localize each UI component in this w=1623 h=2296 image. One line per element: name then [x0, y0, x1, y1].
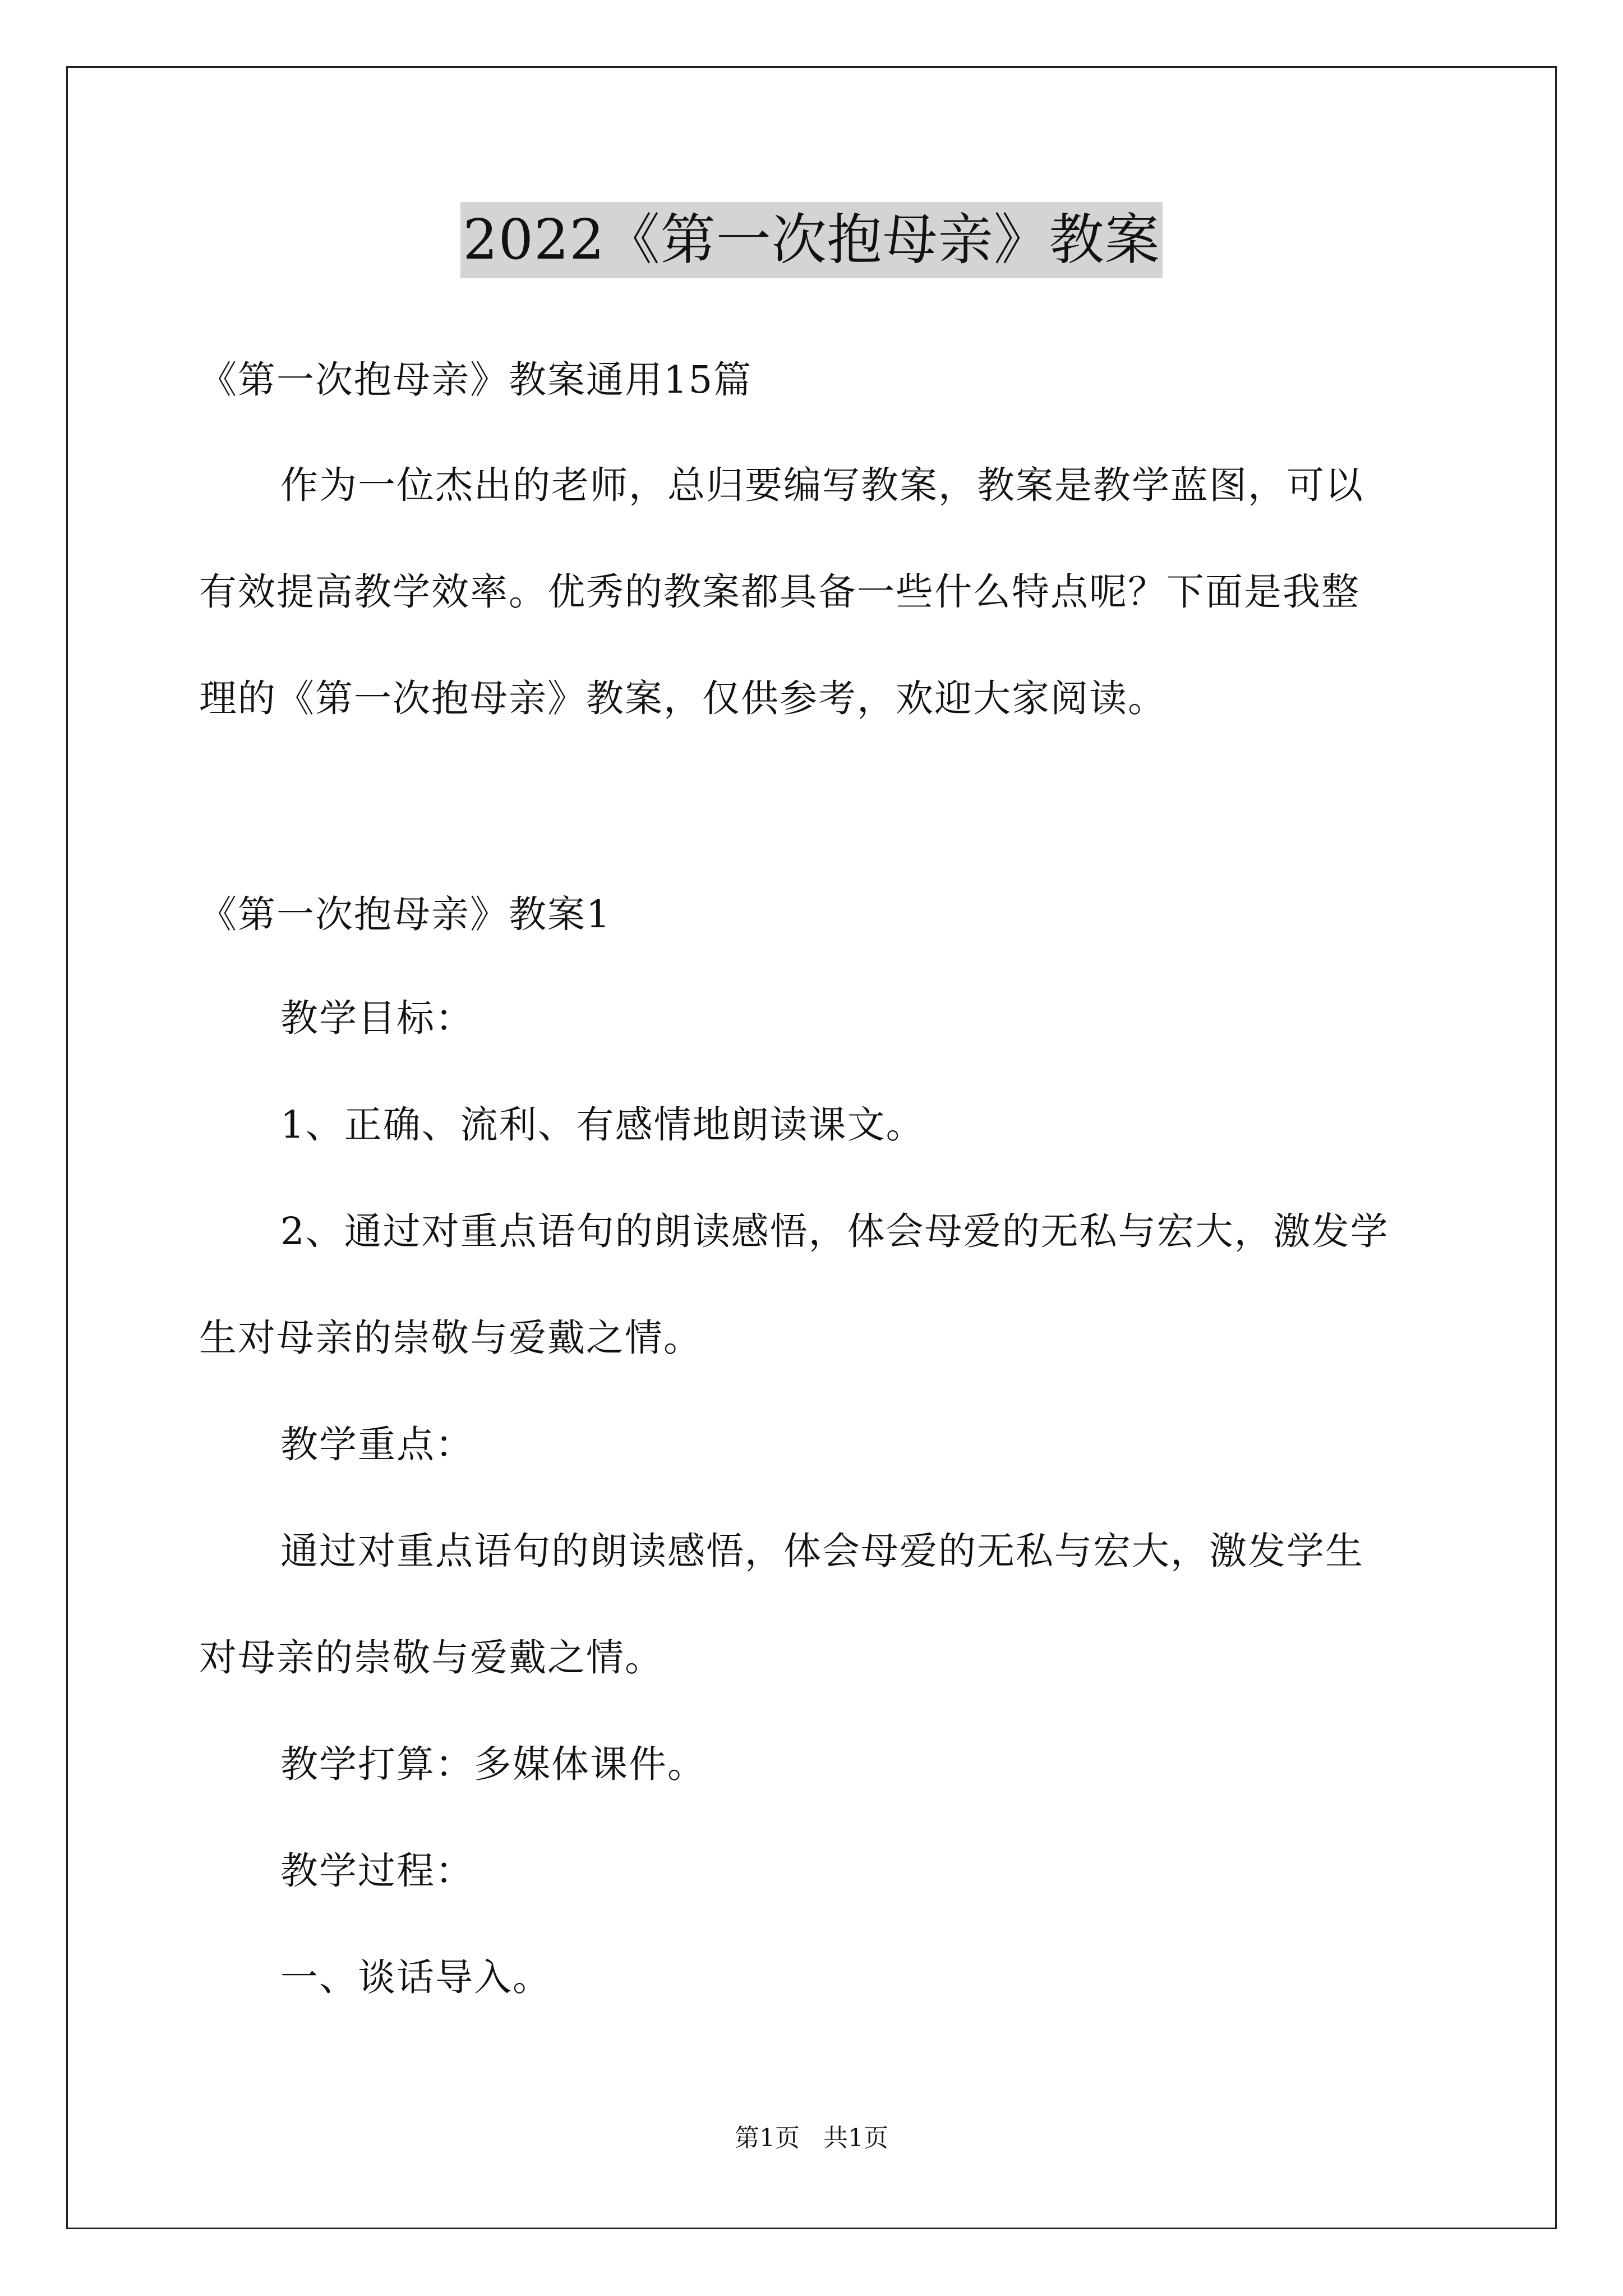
title-container	[0, 202, 1623, 278]
document-subtitle: 《第一次抱母亲》教案通用15篇	[199, 358, 753, 402]
page-footer: 第1页 共1页	[735, 2124, 888, 2152]
intro-line: 有效提高教学效率。优秀的教案都具备一些什么特点呢？下面是我整	[199, 570, 1360, 614]
body-line: 1、正确、流利、有感情地朗读课文。	[280, 1103, 925, 1147]
body-line: 一、谈话导入。	[280, 1955, 551, 1999]
body-line: 2、通过对重点语句的朗读感悟，体会母爱的无私与宏大，激发学	[280, 1209, 1389, 1253]
body-line: 对母亲的崇敬与爱戴之情。	[199, 1636, 663, 1680]
body-line: 通过对重点语句的朗读感悟，体会母爱的无私与宏大，激发学生	[280, 1529, 1364, 1573]
body-line: 生对母亲的崇敬与爱戴之情。	[199, 1316, 702, 1360]
section-heading: 《第一次抱母亲》教案1	[199, 892, 611, 936]
body-line: 教学目标：	[280, 996, 474, 1040]
document-title: 2022《第一次抱母亲》教案	[460, 202, 1162, 278]
body-line: 教学重点：	[280, 1423, 474, 1466]
body-line: 教学打算：多媒体课件。	[280, 1742, 706, 1786]
intro-line: 作为一位杰出的老师，总归要编写教案，教案是教学蓝图，可以	[280, 463, 1364, 507]
body-line: 教学过程：	[280, 1849, 474, 1893]
intro-line: 理的《第一次抱母亲》教案，仅供参考，欢迎大家阅读。	[199, 677, 1166, 720]
